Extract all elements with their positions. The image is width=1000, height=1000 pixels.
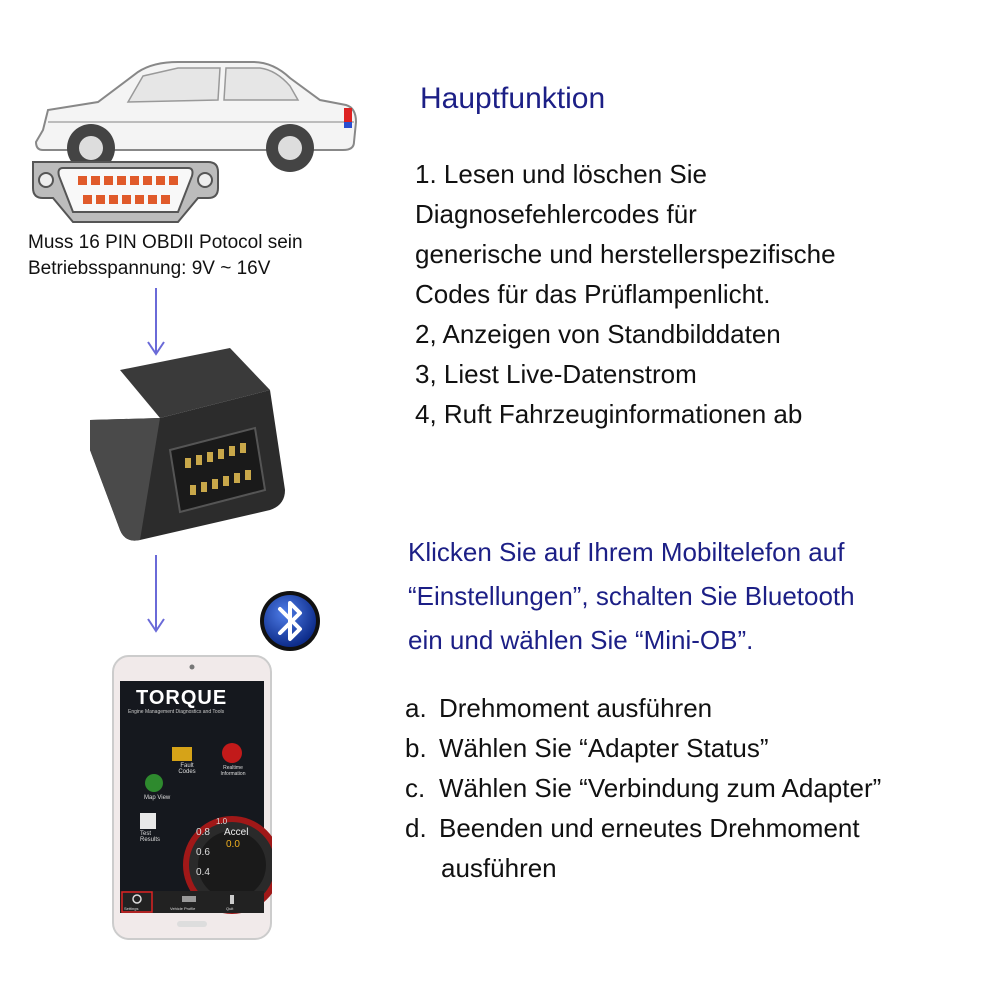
spec-operating-voltage: Betriebsspannung: 9V ~ 16V <box>28 258 271 279</box>
menu-map-view[interactable]: Map View <box>144 795 171 801</box>
vehicle-profile-button[interactable]: Vehicle Profile <box>170 906 196 911</box>
step-item <box>405 688 995 728</box>
feature-line: 2, Anzeigen von Standbilddaten <box>415 319 781 349</box>
bluetooth-icon <box>250 585 330 665</box>
step-text: Wählen Sie “Adapter Status” <box>439 733 769 763</box>
step-text: Drehmoment ausführen <box>439 693 713 723</box>
step-text-continuation: ausführen <box>441 853 557 883</box>
step-text: Beenden und erneutes Drehmoment <box>439 813 860 843</box>
menu-test-results[interactable]: Test Results <box>140 831 161 843</box>
step-item <box>405 808 995 848</box>
feature-line: 3, Liest Live-Datenstrom <box>415 359 697 389</box>
step-label: a. <box>405 693 427 723</box>
feature-line: 4, Ruft Fahrzeuginformationen ab <box>415 399 803 429</box>
step-item <box>405 728 995 768</box>
instruction-line: ein und wählen Sie “Mini-OB”. <box>408 625 754 655</box>
obd-adapter-illustration <box>80 340 310 550</box>
instruction-line: “Einstellungen”, schalten Sie Bluetooth <box>408 581 855 611</box>
menu-realtime-information[interactable]: Realtime Information <box>220 765 246 777</box>
setup-steps <box>405 688 995 888</box>
step-label: c. <box>405 773 426 803</box>
quit-button[interactable]: Quit <box>226 906 234 911</box>
spec-pin-requirement: Muss 16 PIN OBDII Potocol sein <box>28 232 303 253</box>
step-item <box>405 768 995 808</box>
gauge-tick: 0.4 <box>196 867 210 878</box>
torque-app-subtitle: Engine Management Diagnostics and Tools <box>128 709 225 715</box>
settings-button[interactable]: Settings <box>124 906 139 911</box>
gauge-tick: 0.6 <box>196 847 210 858</box>
connector-spec-text <box>28 230 408 282</box>
gauge-label: Accel <box>224 827 249 838</box>
feature-line: Diagnosefehlercodes für <box>415 199 697 229</box>
feature-line: generische und herstellerspezifische <box>415 239 836 269</box>
down-arrow-icon <box>146 555 166 635</box>
feature-line: Codes für das Prüflampenlicht. <box>415 279 771 309</box>
gauge-value: 0.0 <box>226 839 240 850</box>
menu-fault-codes[interactable]: Fault Codes <box>178 763 196 775</box>
feature-list <box>415 154 995 434</box>
gauge-tick: 0.8 <box>196 827 210 838</box>
bluetooth-instruction <box>408 530 998 662</box>
gauge-tick: 1.0 <box>216 817 228 826</box>
torque-app-title: TORQUE <box>136 687 228 709</box>
car-obd-connector-illustration <box>28 50 368 230</box>
step-text: Wählen Sie “Verbindung zum Adapter” <box>439 773 882 803</box>
main-function-heading: Hauptfunktion <box>420 82 606 115</box>
smartphone-torque-app <box>112 655 272 940</box>
feature-line: 1. Lesen und löschen Sie <box>415 159 707 189</box>
step-label: b. <box>405 733 427 763</box>
step-label: d. <box>405 813 427 843</box>
instruction-line: Klicken Sie auf Ihrem Mobiltelefon auf <box>408 537 845 567</box>
